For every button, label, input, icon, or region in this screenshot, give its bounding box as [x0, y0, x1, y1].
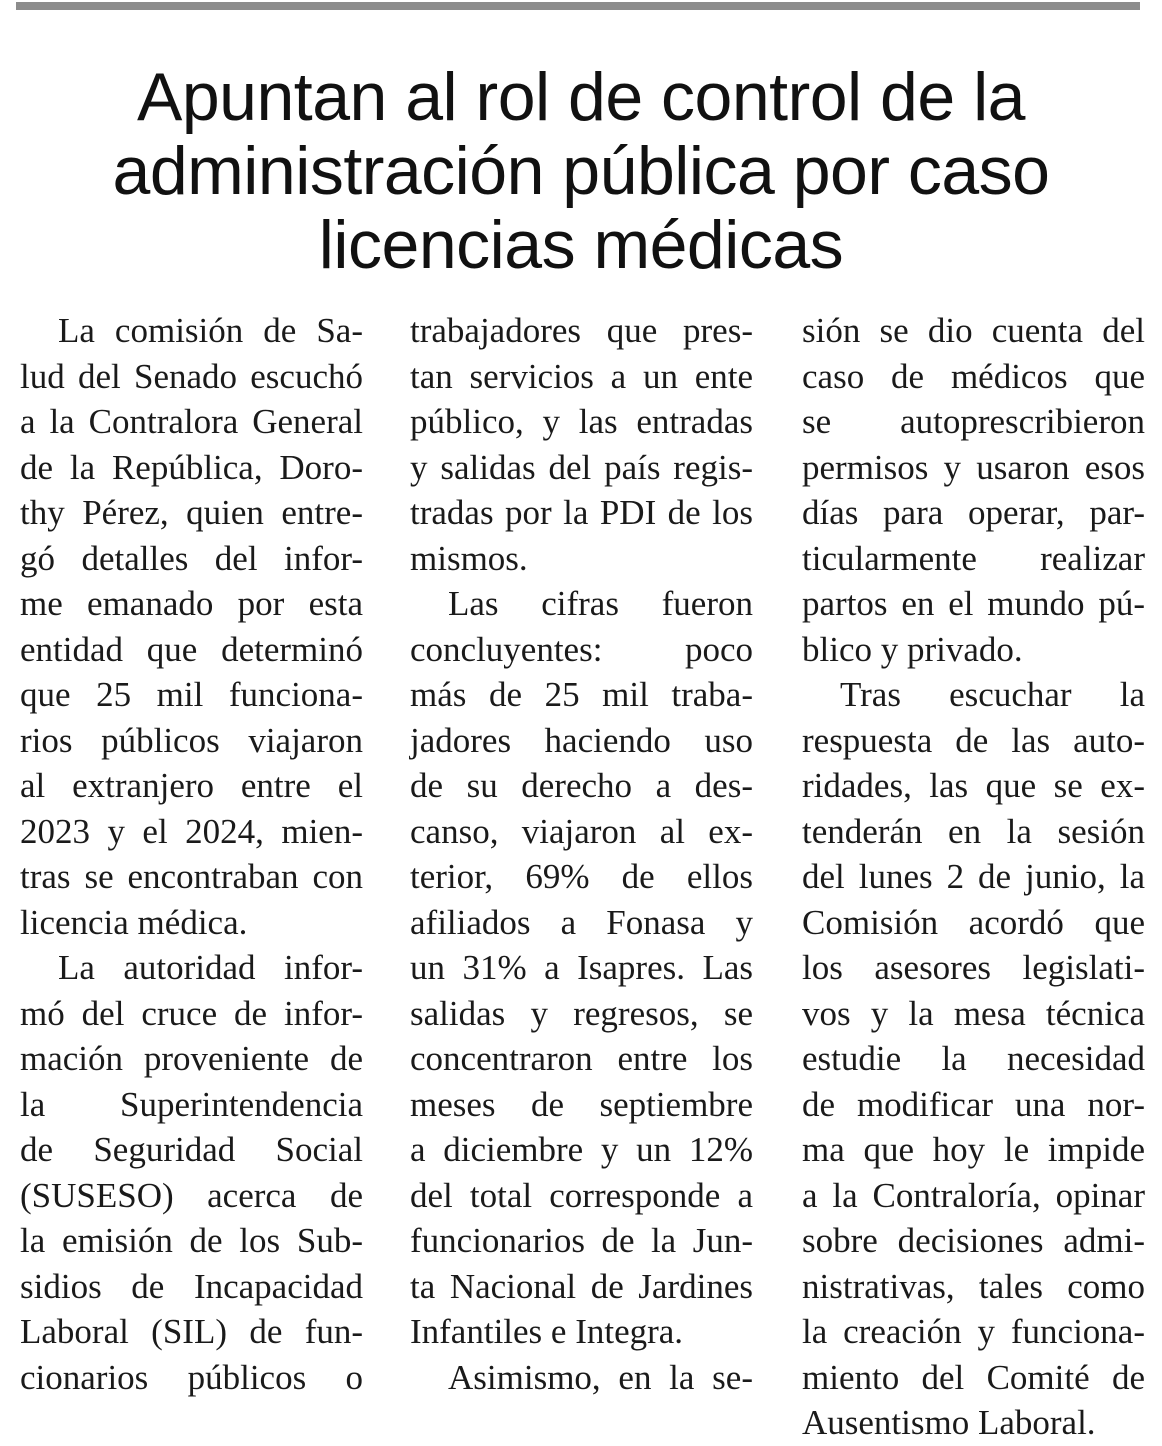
article-text-line: días para operar, par-	[802, 493, 1145, 532]
article-text-line: nistrativas, tales como	[802, 1266, 1145, 1306]
article-text-line: Comisión acordó que	[802, 902, 1145, 942]
article-text-line: la emisión de los Sub-	[20, 1221, 363, 1260]
article-text-line: miento del Comité de	[802, 1357, 1145, 1397]
article-text-line: de la República, Doro-	[20, 447, 363, 487]
article-text-line: caso de médicos que	[802, 356, 1145, 396]
article-text-line: La autoridad infor-	[58, 948, 363, 987]
headline-line-2: administración pública por caso	[112, 133, 1050, 209]
article-column-1	[20, 308, 363, 1400]
article-text-line: permisos y usaron esos	[802, 447, 1145, 487]
article-text-line: y salidas del país regis-	[410, 447, 753, 487]
headline-line-3: licencias médicas	[318, 207, 844, 283]
article-text-line: tras se encontraban con	[20, 857, 363, 896]
article-text-line: ridades, las que se ex-	[802, 766, 1145, 805]
article-text-line: tan servicios a un ente	[410, 356, 753, 396]
article-text-line: canso, viajaron al ex-	[410, 811, 753, 851]
article-text-line: tenderán en la sesión	[802, 811, 1145, 851]
article-text-line: del lunes 2 de junio, la	[802, 857, 1145, 896]
article-text-line: Infantiles e Integra.	[410, 1312, 684, 1351]
article-text-line: respuesta de las auto-	[802, 720, 1145, 760]
headline-line-1: Apuntan al rol de control de la	[137, 59, 1025, 135]
article-text-line: de Seguridad Social	[20, 1130, 363, 1169]
article-text-line: mismos.	[410, 538, 528, 578]
article-text-line: sión se dio cuenta del	[802, 311, 1145, 350]
article-text-line: se autoprescribieron	[802, 402, 1145, 441]
article-text-line: funcionarios de la Jun-	[410, 1221, 753, 1260]
article-text-line: vos y la mesa técnica	[802, 993, 1145, 1033]
article-text-line: (SUSESO) acerca de	[20, 1175, 363, 1215]
article-text-line: cionarios públicos o	[20, 1357, 363, 1397]
article-text-line: sobre decisiones admi-	[802, 1221, 1145, 1260]
article-text-line: blico y privado.	[802, 629, 1023, 669]
article-text-line: la creación y funciona-	[802, 1312, 1145, 1351]
article-text-line: rios públicos viajaron	[20, 720, 363, 760]
article-text-line: Tras escuchar la	[840, 675, 1145, 714]
article-text-line: mación proveniente de	[20, 1039, 363, 1078]
article-text-line: sidios de Incapacidad	[20, 1266, 363, 1306]
article-text-line: un 31% a Isapres. Las	[410, 948, 753, 987]
article-text-line: salidas y regresos, se	[410, 993, 753, 1033]
article-text-line: a la Contraloría, opinar	[802, 1175, 1145, 1215]
article-text-line: meses de septiembre	[410, 1084, 753, 1124]
article-text-line: jadores haciendo uso	[410, 720, 753, 760]
article-text-line: Las cifras fueron	[448, 584, 753, 623]
article-text-line: ticularmente realizar	[802, 538, 1145, 578]
article-text-line: gó detalles del infor-	[20, 538, 363, 578]
article-text-line: de modificar una nor-	[802, 1084, 1145, 1124]
article-text-line: ma que hoy le impide	[802, 1130, 1145, 1169]
article-text-line: estudie la necesidad	[802, 1039, 1145, 1078]
article-text-line: al extranjero entre el	[20, 766, 363, 805]
article-text-line: Ausentismo Laboral.	[802, 1403, 1096, 1442]
article-text-line: lud del Senado escuchó	[20, 356, 363, 396]
article-text-line: tradas por la PDI de los	[410, 493, 753, 532]
article-text-line: Asimismo, en la se-	[448, 1357, 753, 1397]
article-text-line: Laboral (SIL) de fun-	[20, 1312, 363, 1351]
article-column-3	[802, 308, 1145, 1446]
article-text-line: thy Pérez, quien entre-	[20, 493, 363, 532]
article-text-line: me emanado por esta	[20, 584, 363, 623]
article-text-line: mó del cruce de infor-	[20, 993, 363, 1033]
article-text-line: del total corresponde a	[410, 1175, 753, 1215]
article-text-line: trabajadores que pres-	[410, 311, 753, 350]
top-rule	[16, 2, 1140, 10]
article-text-line: partos en el mundo pú-	[802, 584, 1145, 623]
article-text-line: más de 25 mil traba-	[410, 675, 753, 714]
article-text-line: entidad que determinó	[20, 629, 363, 669]
article-text-line: público, y las entradas	[410, 402, 753, 441]
article-text-line: La comisión de Sa-	[58, 311, 363, 350]
article-column-2	[410, 308, 753, 1400]
article-text-line: de su derecho a des-	[410, 766, 753, 805]
article-text-line: los asesores legislati-	[802, 948, 1145, 987]
article-text-line: a diciembre y un 12%	[410, 1130, 753, 1169]
article-text-line: licencia médica.	[20, 902, 248, 942]
article-text-line: ta Nacional de Jardines	[410, 1266, 753, 1306]
article-text-line: que 25 mil funciona-	[20, 675, 363, 714]
headline	[0, 60, 1162, 282]
article-text-line: 2023 y el 2024, mien-	[20, 811, 363, 851]
article-text-line: la Superintendencia	[20, 1084, 363, 1124]
article-text-line: a la Contralora General	[20, 402, 363, 441]
article-text-line: afiliados a Fonasa y	[410, 902, 753, 942]
article-text-line: concluyentes: poco	[410, 629, 753, 669]
article-text-line: terior, 69% de ellos	[410, 857, 753, 896]
article-text-line: concentraron entre los	[410, 1039, 753, 1078]
